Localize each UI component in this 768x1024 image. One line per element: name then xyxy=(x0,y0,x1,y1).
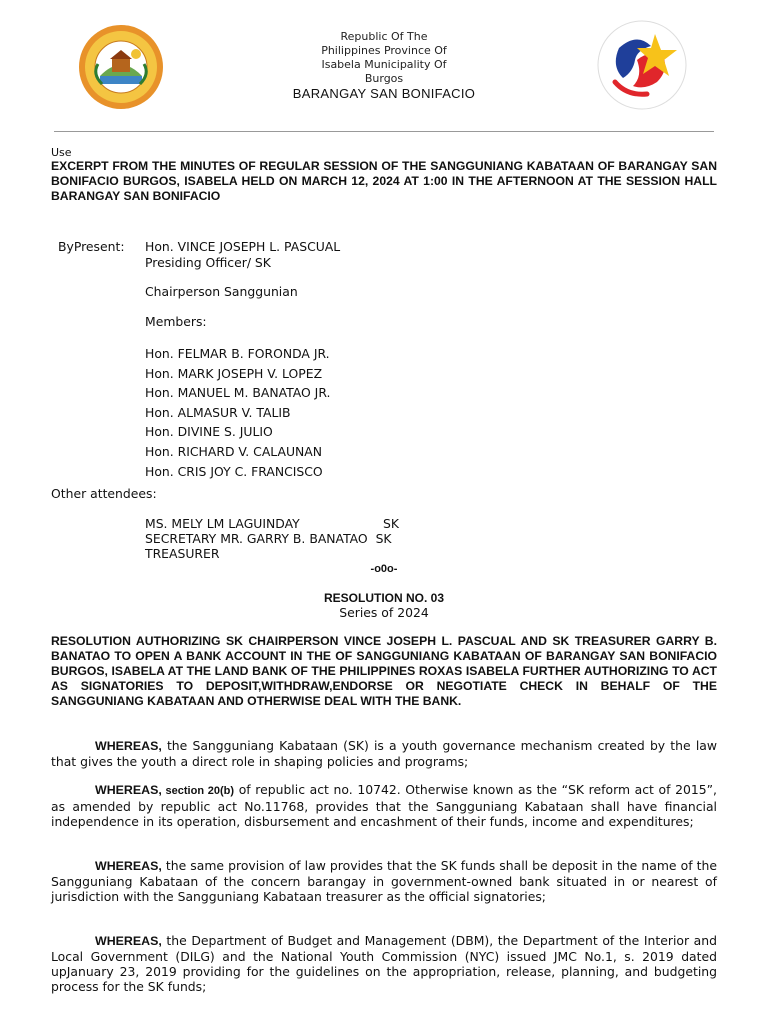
header-line-4: Burgos xyxy=(364,72,404,85)
list-item: Hon. MARK JOSEPH V. LOPEZ xyxy=(145,365,323,381)
list-item: Hon. FELMAR B. FORONDA JR. xyxy=(145,346,330,361)
whereas-clause-1 xyxy=(51,738,717,769)
attendee-line-1: MS. MELY LM LAGUINDAY xyxy=(145,516,300,531)
attendees-label: Other attendees: xyxy=(51,486,157,501)
list-item: Hon. DIVINE S. JULIO xyxy=(145,424,273,440)
members-label: Members: xyxy=(145,314,207,329)
presiding-officer-name: Hon. VINCE JOSEPH L. PASCUAL xyxy=(145,239,341,254)
whereas-lead: WHEREAS, xyxy=(95,934,162,948)
whereas-text: the Sangguniang Kabataan (SK) is a youth governance mechanism created by the law that gives the youth a direct role in shaping policies and programs; xyxy=(51,738,717,769)
whereas-lead: WHEREAS, xyxy=(95,859,162,873)
resolution-title: RESOLUTION AUTHORIZING SK CHAIRPERSON VINCE JOSEPH L. PASCUAL AND SK TREASURER GARRY B. BANATAO TO OPEN A BANK ACCOUNT IN THE OF SANGGUNIANG KABATAAN OF BARANGAY SAN BONIFACIO BURGOS, ISABELA AT THE LAND BANK OF THE PHILIPPINES ROXAS ISABELA FURTHER AUTHORIZING TO ACT AS SIGNATORIES TO DEPOSIT,WITHDRAW,ENDORSE OR NEGOTIATE CHECK IN BEHALF OF THE SANGGUNIANG KABATAAN AND OTHERWISE DEAL WITH THE BANK. xyxy=(51,634,717,708)
section-separator: -o0o- xyxy=(370,563,398,575)
use-label: Use xyxy=(51,146,72,159)
whereas-text: of republic act no. 10742. Otherwise known as the “SK reform act of 2015”, as amended by republic act No.11768, provides that the Sangguniang Kabataan shall have financial independence in its operation, disbursement and encashment of their funds, income and expenditures; xyxy=(51,782,717,829)
excerpt-title: EXCERPT FROM THE MINUTES OF REGULAR SESSION OF THE SANGGUNIANG KABATAAN OF BARANGAY SAN BONIFACIO BURGOS, ISABELA HELD ON MARCH 12, 2024 AT 1:00 IN THE AFTERNOON AT THE SESSION HALL BARANGAY SAN BONIFACIO xyxy=(51,159,717,203)
header-line-2: Philippines Province Of xyxy=(321,44,447,57)
attendee-line-1-role: SK xyxy=(383,516,399,531)
header-line-1: Republic Of The xyxy=(340,30,428,43)
attendee-line-3: TREASURER xyxy=(145,546,220,561)
present-label: ByPresent: xyxy=(58,239,125,254)
resolution-series: Series of 2024 xyxy=(339,605,429,620)
whereas-text: the Department of Budget and Management (DBM), the Department of the Interior and Local Government (DILG) and the National Youth Commission (NYC) issued JMC No.1, s. 2019 dated upJanuary 23, 2019 providing for the guidelines on the appropriation, release, planning, and budgeting process for the SK funds; xyxy=(51,933,717,994)
whereas-text: the same provision of law provides that the SK funds shall be deposit in the name of the Sangguniang Kabataan of the concern barangay in government-owned bank situated in or nearest of jurisdiction with the Sangguniang Kabataan treasurer as the official signatories; xyxy=(51,858,717,904)
header-line-3: Isabela Municipality Of xyxy=(321,58,447,71)
whereas-clause-2 xyxy=(51,782,717,829)
sk-logo xyxy=(597,20,687,110)
member-list xyxy=(145,344,330,481)
list-item: Hon. RICHARD V. CALAUNAN xyxy=(145,443,323,459)
whereas-lead: WHEREAS, xyxy=(95,739,162,753)
whereas-clause-3 xyxy=(51,858,717,904)
header-divider xyxy=(54,131,714,132)
header-address xyxy=(234,30,534,86)
barangay-name: BARANGAY SAN BONIFACIO xyxy=(292,86,476,101)
attendee-line-2: SECRETARY MR. GARRY B. BANATAO SK xyxy=(145,531,392,546)
whereas-clause-4 xyxy=(51,933,717,994)
list-item: Hon. CRIS JOY C. FRANCISCO xyxy=(145,463,323,479)
list-item: Hon. ALMASUR V. TALIB xyxy=(145,404,291,420)
whereas-section-ref: section 20(b) xyxy=(161,785,235,797)
list-item: Hon. MANUEL M. BANATAO JR. xyxy=(145,385,331,401)
barangay-seal-logo xyxy=(78,24,164,110)
presiding-officer-role: Presiding Officer/ SK xyxy=(145,255,271,270)
chairperson-line: Chairperson Sanggunian xyxy=(145,284,298,299)
whereas-lead: WHEREAS, xyxy=(95,783,162,797)
resolution-number: RESOLUTION NO. 03 xyxy=(323,591,445,605)
